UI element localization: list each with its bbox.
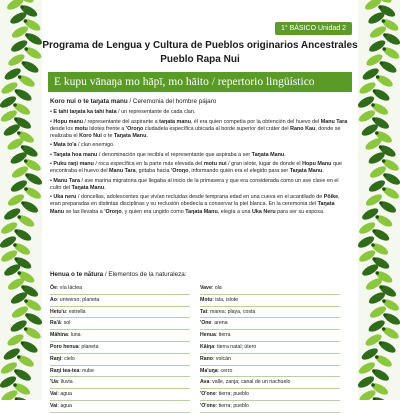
vocabulary-row	[50, 330, 190, 342]
text: , informando quién era el elegido para ser	[188, 168, 290, 175]
text: , donde se realizaba el	[50, 125, 341, 139]
term: Taŋata Manu	[50, 201, 335, 215]
vocabulary-meaning: : agua	[57, 391, 72, 398]
vocabulary-meaning: : agua	[57, 402, 72, 409]
vocabulary-row	[200, 342, 340, 354]
text: •	[50, 151, 54, 158]
text: para ser su esposa.	[275, 208, 325, 215]
vocabulary-word: Ao	[50, 296, 57, 303]
grade-unit-badge: 1° BÁSICO Unidad 2	[275, 22, 352, 35]
vocabulary-word: Ma'uŋa	[200, 367, 218, 374]
vocabulary-meaning: : vía láctea	[56, 285, 83, 291]
text: •	[50, 109, 54, 116]
vocabulary-row	[200, 389, 340, 401]
vocabulary-word: Raŋi	[50, 355, 62, 362]
vocabulary-meaning: : tierra natal; útero	[214, 343, 257, 350]
text: / doncellas, adolescentes que vivían recluidas desde temprana edad en una cueva en el acantilado de	[76, 194, 324, 201]
ceremony-paragraph	[50, 142, 348, 149]
vocabulary-word: Vai	[50, 391, 58, 398]
vocabulary-meaning: : nube	[79, 367, 94, 374]
vocabulary-row	[50, 377, 190, 389]
vocabulary-meaning: : universo; planeta	[56, 296, 100, 303]
text: , y quien era ungido como	[121, 208, 186, 215]
vocabulary-column-right	[200, 283, 340, 413]
vocabulary-row	[50, 389, 190, 401]
vocabulary-meaning: : planeta	[78, 343, 99, 350]
text: / representante del aspirante a	[83, 118, 160, 125]
vocabulary-row	[200, 401, 340, 413]
term: motu	[74, 125, 88, 132]
ceremony-paragraph	[50, 178, 348, 192]
term: E tahi taŋata ka tahi hata	[53, 109, 117, 116]
vocabulary-meaning: : tierra; pueblo	[215, 391, 249, 398]
text: .	[146, 132, 148, 139]
term: Hopu manu	[53, 118, 84, 125]
people-title: Pueblo Rapa Nui	[160, 54, 240, 65]
ceremony-paragraph	[50, 152, 348, 159]
content-body	[50, 98, 348, 218]
section-ceremony-title	[50, 98, 348, 105]
vocabulary-row	[50, 318, 190, 330]
vocabulary-row	[200, 318, 340, 330]
vocabulary-row	[50, 295, 190, 307]
term: 'Oroŋo	[104, 208, 122, 215]
text: .	[104, 184, 106, 191]
vocabulary-word: Poro henua	[50, 343, 79, 350]
term: Uka neru	[53, 194, 77, 201]
text: •	[50, 118, 54, 125]
vocabulary-meaning: : estrella	[65, 308, 86, 315]
vocabulary-word: 'O'one	[200, 391, 216, 398]
term: Taŋata hoa manu	[53, 151, 98, 158]
vocabulary-word: Ava	[200, 379, 210, 386]
vocabulary-word: 'Ua	[50, 379, 58, 386]
vocabulary-row	[50, 307, 190, 319]
text: / clan enemigo.	[76, 142, 115, 149]
text: •	[50, 161, 54, 168]
vocabulary-meaning: : ola	[211, 285, 222, 291]
vocabulary-word: Raŋi tea-tea	[50, 367, 80, 374]
section-nature-title-rapanui: Henua o te nātura	[50, 271, 104, 278]
term: taŋata manu	[159, 118, 191, 125]
vocabulary-row	[50, 401, 190, 413]
term: Taŋata Manu	[251, 151, 285, 158]
text: / un representante de cada clan.	[116, 109, 196, 116]
ceremony-paragraphs	[50, 109, 348, 216]
text: / gran islote, lugar de donde el	[226, 161, 303, 168]
term: Taŋata Manu	[289, 168, 323, 175]
text: .	[284, 151, 286, 158]
term: Pōike	[323, 194, 339, 201]
text: se las llevaba a	[64, 208, 105, 215]
right-decorative-border	[358, 0, 400, 400]
text: .	[322, 168, 324, 175]
text: •	[50, 194, 54, 201]
vocabulary-word: 'One	[200, 320, 212, 327]
vocabulary-word: Motu	[200, 296, 213, 303]
vocabulary-meaning: : sol	[60, 320, 71, 327]
text: •	[50, 142, 54, 149]
vocabulary-row	[200, 295, 340, 307]
text: •	[50, 177, 54, 184]
term: Manu Tara	[53, 177, 80, 184]
text: que encontraba el huevo del	[50, 161, 342, 175]
vocabulary-row	[50, 354, 190, 366]
vocabulary-row	[200, 377, 340, 389]
term: Taŋata Manu	[113, 132, 147, 139]
text: / ave marina migratoria que llegaba al inicio de la primavera y que era considerada como un ave clave en el culto del	[50, 177, 339, 191]
text: , él era quien competía por la obtención del huevo del	[190, 118, 321, 125]
vocabulary-word: 'O'one	[200, 402, 216, 409]
section-ceremony-title-rapanui: Koro nui o te taŋata manu	[50, 98, 128, 105]
term: 'Oroŋo	[125, 125, 144, 132]
vocabulary-word: Tai	[200, 308, 208, 315]
text: ciudadela específica ubicada al borde superior del cráter del	[143, 125, 291, 132]
vocabulary-word: Vai	[50, 402, 58, 409]
vocabulary-meaning: : isla, islote	[212, 296, 239, 303]
section-nature-title	[50, 271, 187, 278]
term: motu nui	[203, 161, 227, 168]
term: Koro Nui	[79, 132, 102, 139]
term: Manu Tara	[109, 168, 136, 175]
vocabulary-meaning: : arena	[211, 320, 228, 327]
program-title: Programa de Lengua y Cultura de Pueblos originarios Ancestrales	[42, 40, 358, 51]
vocabulary-word: Ra'ā	[50, 320, 61, 327]
text: , eran preparadas en distintas disciplinas y su reclusión obedecía a conservar la piel blanca. En la ceremonia del	[50, 194, 340, 208]
vocabulary-row	[50, 366, 190, 378]
vocabulary-word: Māhina	[50, 332, 68, 339]
vocabulary-word: Hetu'u	[50, 308, 66, 315]
ceremony-paragraph	[50, 161, 348, 175]
vocabulary-row	[200, 330, 340, 342]
term: Mata to'a	[53, 142, 77, 149]
vocabulary-meaning: : volcán	[212, 355, 231, 362]
text: desde los	[50, 125, 75, 132]
term: 'Oroŋo	[170, 168, 189, 175]
vocabulary-row	[50, 342, 190, 354]
vocabulary-row	[50, 283, 190, 295]
vocabulary-row	[200, 366, 340, 378]
document-header	[42, 40, 358, 65]
vocabulary-meaning: : luna	[67, 332, 81, 339]
vocabulary-meaning: : valle, zanja; canal de un riachuelo	[209, 379, 291, 386]
term: Manu Tara	[320, 118, 348, 125]
left-decorative-border	[0, 0, 42, 400]
text: , gritaba hacia	[135, 168, 171, 175]
term: Taŋata Manu	[185, 208, 218, 215]
text: / denominación que recibía el representante que aspiraba a ser	[97, 151, 252, 158]
vocabulary-word: Kāiŋa	[200, 343, 215, 350]
vocabulary-row	[200, 354, 340, 366]
text: islotes frente a	[87, 125, 126, 132]
vocabulary-meaning: : cerro	[217, 367, 233, 374]
vocabulary-row	[200, 283, 340, 295]
ceremony-paragraph	[50, 194, 348, 215]
section-banner: E kupu vānaŋa mo hāpī, mo hāito / repertorio lingüístico	[48, 72, 352, 92]
ceremony-paragraph	[50, 109, 348, 116]
text: o te	[101, 132, 114, 139]
vocabulary-word: Vave	[200, 285, 212, 291]
section-ceremony-title-spanish: / Ceremonia del hombre pájaro	[127, 98, 217, 105]
section-nature-title-spanish: / Elementos de la naturaleza:	[103, 271, 187, 278]
term: Uka Neru	[251, 208, 276, 215]
vocabulary-word: Rano	[200, 355, 213, 362]
vocabulary-column-left	[50, 283, 190, 413]
vocabulary-meaning: : marea; playa, costa	[207, 308, 256, 315]
vocabulary-meaning: : tierra; pueblo	[215, 402, 249, 409]
vocabulary-meaning: : lluvia	[57, 379, 73, 386]
term: Taŋata Manu	[71, 184, 105, 191]
term: Rano Kau	[290, 125, 316, 132]
ceremony-paragraph	[50, 119, 348, 140]
text: / roca específica en la parte más elevada del	[93, 161, 204, 168]
term: Hopu Manu	[302, 161, 332, 168]
vocabulary-meaning: : tierra	[215, 332, 231, 339]
vocabulary-word: Henua	[200, 332, 216, 339]
text: , elegía a una	[217, 208, 252, 215]
vocabulary-word: Ōe	[50, 285, 57, 291]
vocabulary-meaning: : cielo	[61, 355, 75, 362]
vocabulary-row	[200, 307, 340, 319]
term: Puku raŋi manu	[53, 161, 94, 168]
